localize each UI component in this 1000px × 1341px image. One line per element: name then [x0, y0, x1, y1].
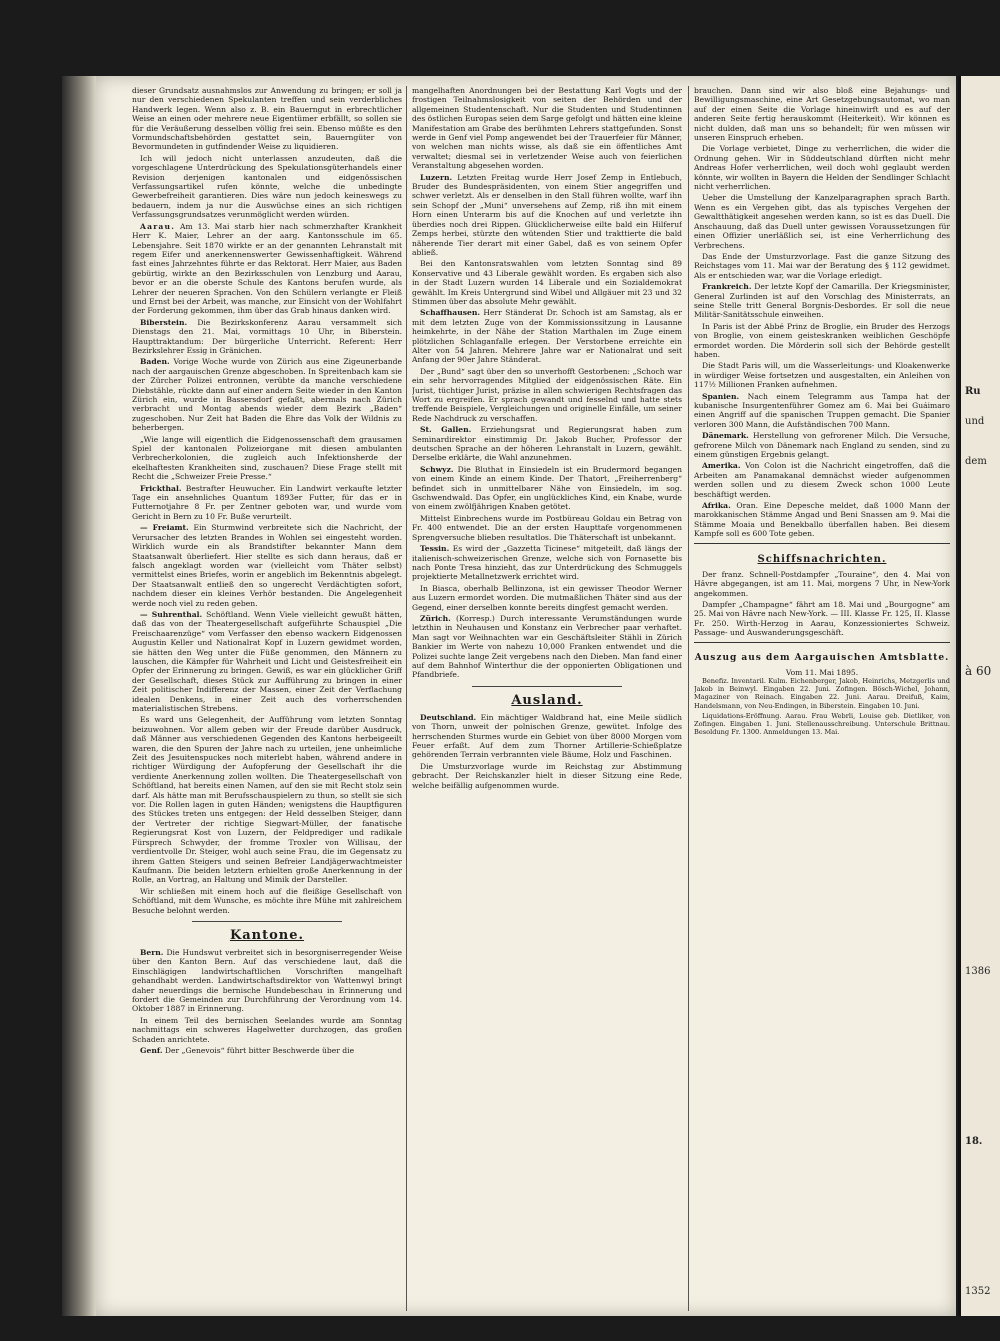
news-item-frickthal — [132, 484, 402, 522]
item-text: Schöftland. Wenn Viele vielleicht gewußt hätten, daß das von der Theatergesellschaft aufgeführte Schauspiel „Die Freischaarenzüge“ vom Verfasser den ebenso wackern Eidgenossen Augustin Keller und Nationalrat Kopf in Luzern gewidmet worden, sie hätten den Weg unter die Füße genommen, den Männern zu lauschen, die Kämpfer für Wahrheit und Licht und Geistesfreiheit ein Opfer der Erinnerung zu bringen. Gewiß, es war ein glücklicher Griff der Gesellschaft, dieses Stück zur Aufführung zu bringen in einer Zeit politischer Indifferenz der Massen, einer Zeit der Verflachung idealen Denkens, in einer Zeit auch des vorherrschenden materialistischen Strebens. — [132, 609, 402, 713]
dateline: Schwyz. — [420, 464, 454, 474]
paragraph: brauchen. Dann sind wir also bloß eine Bejahungs- und Bewilligungsmaschine, eine Art Gesetzgebungsautomat, wo man auf der einen Seite die Vorlage hineinwirft und es auf der anderen Seite fertig herauskommt (Heiterkeit). Wir können es nicht dulden, daß man uns so behandelt; für wen müssen wir unseren Einspruch erheben. — [694, 86, 950, 143]
adjacent-page-edge — [958, 76, 1000, 1316]
column-divider — [406, 86, 407, 1311]
text-fragment: 1386 — [965, 966, 991, 977]
item-text: Es wird der „Gazzetta Ticinese“ mitgeteilt, daß längs der italienisch-schweizerischen Grenze, welche sich von Fornasette bis nach Ponte Tresa hinzieht, das zur Unterdrückung des Schmuggels projektierte Metallnetzwerk errichtet wird. — [412, 544, 682, 582]
item-text: Oran. Eine Depesche meldet, daß 1000 Mann der marokkanischen Stämme Angad und Beni Snassen am 9. Mai die Stämme Moaia und Benekballo überfallen haben. Bei diesem Kampfe soll es 600 Tote geben. — [694, 501, 950, 539]
news-item-freiamt — [132, 523, 402, 608]
dateline: Amerika. — [702, 461, 741, 471]
item-text: Ein mächtiger Waldbrand hat, eine Meile südlich von Thorn, unweit der polnischen Grenze, gewütet. Infolge des herrschenden Sturmes wurde ein Gebiet von über 8000 Morgen vom Feuer erfaßt. Auf dem zum Thorner Artillerie-Schießplatze gehörenden Terrain verbrannten viele Bäume, Holz und Faschinen. — [412, 712, 682, 760]
dateline: Luzern. — [420, 172, 453, 182]
paragraph: In einem Teil des bernischen Seelandes wurde am Sonntag nachmittags ein schweres Hagelwetter durchzogen, das großen Schaden anrichtete. — [132, 1015, 402, 1044]
section-heading-amtsblatt: Auszug aus dem Aargauischen Amtsblatte. — [694, 652, 950, 663]
paragraph: Benefiz. Inventaril. Kulm. Eichenberger, Jakob, Heinrichs, Metzgerlis und Jakob in Beinwyl. Eingaben 22. Juni. Zofingen. Bösch-Wichel, Johann, Magaziner von Reinach. Eingaben 22. Juni. Aarau. Dreifuß, Kaim, Handelsmann, von Neu-Endingen, in Biberstein. Eingaben 10. Juni. — [694, 676, 950, 710]
text-fragment: 1352 — [965, 1286, 991, 1297]
news-item-frankreich — [694, 282, 950, 320]
item-text: Vorige Woche wurde von Zürich aus eine Zigeunerbande nach der aargauischen Grenze abgeschoben. In Spreitenbach kam sie der Zürcher Polizei entronnen, verübte da manche verschiedene Diebstähle, rückte dann auf einer andern Seite wieder in den Kanton Zürich ein, wurde in Bassersdorf gefaßt, abermals nach Zürich verbracht und Montag abends wieder dem Bezirk „Baden“ zugeschoben. Nur Zeit hat Baden die Ehre das Volk der Wildnis zu beherbergen. — [132, 357, 402, 433]
item-text: Der „Genevois“ führt bitter Beschwerde über die — [164, 1046, 355, 1055]
item-text: Bestrafter Heuwucher. Ein Landwirt verkaufte letzter Tage ein ansehnliches Quantum 1893er Futter, für das er in Futternotjahre 8 Fr. per Zentner geboten war, und wurde vom Gericht in Bern zu 10 Fr. Buße verurteilt. — [132, 483, 402, 521]
item-text: Herr Ständerat Dr. Schoch ist am Samstag, als er mit dem letzten Zuge von der Kommissionssitzung in Lausanne heimkehrte, in der Nähe der Station Marthalen im Zuge einem plötzlichen Schlaganfalle erlegen. Der Verstorbene erreichte ein Alter von 54 Jahren. Mehrere Jahre war er Nationalrat und seit Anfang der 90er Jahre Ständerat. — [412, 308, 682, 365]
dateline: — Freiamt. — [140, 523, 189, 533]
dateline: Biberstein. — [140, 317, 188, 327]
amtsblatt-box — [694, 642, 950, 737]
paragraph: Ueber die Umstellung der Kanzelparagraphen sprach Barth. Wenn es ein Vergehen gibt, das als typisches Vergehen der Gewaltthätigkeit angesehen werden kann, so ist es das Duell. Die Anschauung, daß das Duell unter gewissen Voraussetzungen für einen Offizier unerläßlich sei, ist eine Verherrlichung des Verbrechens. — [694, 193, 950, 250]
paragraph: Der franz. Schnell-Postdampfer „Touraine“, den 4. Mai von Hâvre abgegangen, ist am 11. Mai, morgens 7 Uhr, in New-York angekommen. — [694, 569, 950, 598]
item-text: Die Bluthat in Einsiedeln ist ein Brudermord begangen von einem Kinde an einem Kinde. Der Thatort, „Freiherrenberg“ befindet sich in unmittelbarer Nähe von Einsiedeln, im sog. Gschwendwald. Das Opfer, ein unglückliches Kind, ein Knabe, wurde von einem zwölfjährigen Knaben getötet. — [412, 464, 682, 512]
paragraph: Liquidations-Eröffnung. Aarau. Frau Webrli, Louise geb. Dietliker, von Zofingen. Eingaben 1. Juni. Stellenausschreibung. Unterschule Brittnau. Besoldung Fr. 1300. Anmeldungen 13. Mai. — [694, 711, 950, 737]
item-text: Der letzte Kopf der Camarilla. Der Kriegsminister, General Zurlinden ist auf den Vorschlag des Ministerrats, an seine Stelle tritt General Borgnis-Desbordes. Er soll die neue Militär-Sanitätsschule einweihen. — [694, 282, 950, 320]
paragraph: Mittelst Einbrechens wurde im Postbüreau Goldau ein Betrag von Fr. 400 entwendet. Die an der ersten Haupttafe vorgenommenen Sprengversuche blieben resultatlos. Die Thäterschaft ist unbekannt. — [412, 513, 682, 542]
news-item-amerika — [694, 461, 950, 499]
paragraph: dieser Grundsatz ausnahmslos zur Anwendung zu bringen; er soll ja nur den verschiedenen Spekulanten treffen und sein verderbliches Handwerk legen. Wenn also z. B. ein Bauerngut in erbrechtlicher Weise an einen oder mehrere neue Eigentümer erbfällt, so sollen sie für die Veräußerung desselben völlig frei sein. Ebenso müßte es den Vormundschaftsbehörden gestattet sein, Bauerngüter von Bevormundeten in gutfindender Weise zu liquidieren. — [132, 86, 402, 152]
dateline: Afrika. — [702, 501, 731, 511]
news-item-schwyz — [412, 465, 682, 512]
dateline: St. Gallen. — [420, 425, 472, 435]
dateline: Baden. — [140, 357, 170, 367]
news-item-schaffhausen — [412, 308, 682, 364]
item-text: Nach einem Telegramm aus Tampa hat der kubanische Insurgentenführer Gomez am 6. Mai bei Guáimaro einen Angriff auf die spanischen Truppen gemacht. Die Spanier verloren 300 Mann, die Aufständischen 700 Mann. — [694, 391, 950, 429]
text-fragment: 18. — [965, 1136, 983, 1147]
news-item-daenemark — [694, 431, 950, 459]
column-left — [132, 86, 402, 1311]
dateline: Genf. — [140, 1046, 163, 1055]
item-text: Die Bezirkskonferenz Aarau versammelt sich Dienstags den 21. Mai, vormittags 10 Uhr, in Biberstein. Haupttraktandum: Der bürgerliche Unterricht. Referent: Herr Bezirkslehrer Essig in Gränichen. — [132, 317, 402, 355]
amtsblatt-date: Vom 11. Mai 1895. — [785, 667, 859, 677]
paragraph: „Wie lange will eigentlich die Eidgenossenschaft dem grausamen Spiel der kantonalen Polizeiorgane mit diesen ambulanten Verbrecherkolonien, die zugleich auch Infektionsherde der ekelhaftesten Krankheiten sind, zuschauen? Diese Frage stellt mit Recht die „Schweizer Freie Presse.“ — [132, 434, 402, 482]
paragraph: In Paris ist der Abbé Prinz de Broglie, ein Bruder des Herzogs von Broglie, von einem geisteskranken weiblichen Geschöpfe ermordet worden. Die Mörderin soll sich der Behörde gestellt haben. — [694, 321, 950, 359]
column-divider — [688, 86, 689, 1311]
dateline: — Suhrenthal. — [140, 609, 203, 619]
news-item-zurich — [412, 614, 682, 680]
paragraph: Das Ende der Umsturzvorlage. Fast die ganze Sitzung des Reichstages vom 11. Mai war der Beratung des § 112 gewidmet. Als er entschieden war, war die Vorlage erledigt. — [694, 251, 950, 280]
section-heading-schiffsnachrichten: Schiffsnachrichten. — [757, 553, 887, 565]
dateline: Spanien. — [702, 391, 740, 401]
paragraph: Wir schließen mit einem hoch auf die fleißige Gesellschaft von Schöftland, mit dem Wunsche, es möchte ihre Mühe mit zahlreichem Besuche belohnt werden. — [132, 886, 402, 915]
news-item-genf — [132, 1046, 402, 1055]
news-item-aarau — [132, 222, 402, 316]
news-item-afrika — [694, 501, 950, 539]
dateline: Zürich. — [420, 613, 451, 623]
item-text: Erziehungsrat und Regierungsrat haben zum Seminardirektor einstimmig Dr. Jakob Bucher, Professor der deutschen Sprache an der höheren Lehranstalt in Luzern, gewählt. Derselbe erklärte, die Wahl anzunehmen. — [412, 425, 682, 463]
paragraph: Die Stadt Paris will, um die Wasserleitungs- und Kloakenwerke in würdiger Weise fortsetzen und ausgestalten, ein Anleihen von 117½ Millionen Franken aufnehmen. — [694, 361, 950, 390]
news-item-bern — [132, 948, 402, 1014]
dateline: Frickthal. — [140, 483, 182, 493]
divider — [472, 686, 622, 687]
column-middle — [412, 86, 682, 1311]
dateline: Frankreich. — [702, 282, 752, 292]
dateline: Schaffhausen. — [420, 308, 481, 318]
item-text: Die Hundswut verbreitet sich in besorgniserregender Weise über den Kanton Bern. Auf das verschiedene laut, daß die Einschlägigen landwirtschaftlichen Vorschriften mangelhaft gehandhabt werden. Landwirtschaftsdirektor von Wattenwyl bringt daher neuerdings die bernische Hundebeschau in Erinnerung und fordert die Gemeinden zur Durchführung der Verordnung vom 14. Oktober 1887 in Erinnerung. — [132, 947, 402, 1014]
text-fragment: dem — [965, 456, 987, 467]
divider — [192, 921, 342, 922]
dateline: Aarau. — [140, 221, 176, 231]
paragraph: Es ward uns Gelegenheit, der Aufführung vom letzten Sonntag beizuwohnen. Vor allem geben wir der Freude darüber Ausdruck, daß Männer aus verschiedenen Gegenden des Kantons herbeigeeilt waren, die den Spuren der Jahre nach zu urteilen, jene unheimliche Zeit des Jesuitenspuckes noch miterlebt haben, während andere in richtiger Würdigung der Aufopferung der Gesellschaft ihr die verdiente Anerkennung zollen wollten. Die Theatergesellschaft von Schöftland, hat bereits einen Namen, auf den sie mit Recht stolz sein darf. Als hätte man mit Berufsschauspielern zu thun, so stellt sie sich vor. Die Rollen lagen in guten Händen; wenigstens die Hauptfiguren des Stückes treten uns entgegen: der Held desselben Steiger, dann der Vertreter der richtige Siegwart-Müller, der fanatische Regierungsrat Kost von Luzern, der Feldprediger und radikale Fürsprech Schwyder, der fromme Troxler von Willisau, der verdientvolle Dr. Steiger, wohl auch seine Frau, die im Gegensatz zu ihrem Gatten Steigers und seinen Befreier Landjägerwachtmeister Kaufmann. Die beiden letztern erhielten große Anerkennung in der Rolle, an Vortrag, an Haltung und Mimik der Darsteller. — [132, 715, 402, 885]
news-item-deutschland — [412, 713, 682, 760]
section-heading-kantone: Kantone. — [229, 927, 305, 943]
news-item-stgallen — [412, 425, 682, 463]
dateline: Deutschland. — [420, 712, 477, 722]
shipping-news-box — [694, 543, 950, 638]
text-fragment: à 60 — [965, 664, 992, 678]
book-binding-edge — [62, 76, 96, 1316]
dateline: Bern. — [140, 947, 164, 957]
news-item-suhrenthal — [132, 610, 402, 713]
item-text: Letzten Freitag wurde Herr Josef Zemp in Entlebuch, Bruder des Bundespräsidenten, von einem Stier angegriffen und schwer verletzt. Als er denselben in den Stall führen wollte, warf ihn sein Schopf der „Muni“ unversehens auf Zemp, riß ihn mit einem Horn einen Unterarm bis auf die Knochen auf und verletzte ihn überdies noch drei Rippen. Glücklicherweise eilte bald ein Hilferuf Zemps herbei, stürzte den wütenden Stier und trakttierte die bald näherende Tier derart mit einer Gabel, daß es von seinem Opfer abließ. — [412, 172, 682, 257]
news-item-luzern — [412, 173, 682, 258]
news-item-spanien — [694, 392, 950, 430]
paragraph: Bei den Kantonsratswahlen vom letzten Sonntag sind 89 Konservative und 43 Liberale gewählt worden. Es ergaben sich also in der Stadt Luzern wurden 14 Liberale und ein Sozialdemokrat gewählt. Im Kreis Untergrund sind Wibel und Allgäuer mit 23 und 32 Stimmen über das absolute Mehr gewählt. — [412, 259, 682, 306]
news-item-tessin — [412, 544, 682, 582]
item-text: (Korresp.) Durch interessante Verumständungen wurde letzthin in Neuhausen und Konstanz ein Verbrecher paar verhaftet. Man sagt vor Weihnachten war ein Geschäftsleiter Stähli in Zürich Bankier im Werte von nahezu 10,000 Franken entwendet und die Polizei suchte lange Zeit vergebens nach den Dieben. Man fand einer auf dem Bahnhof Winterthur die der opponierten Obligationen und Pfandbriefe. — [412, 613, 682, 680]
paragraph: Dampfer „Champagne“ fährt am 18. Mai und „Bourgogne“ am 25. Mai von Hâvre nach New-York. — III. Klasse Fr. 125, II. Klasse Fr. 250. Wirth-Herzog in Aarau, Konzessioniertes Schweiz. Passage- und Auswanderungsgeschäft. — [694, 599, 950, 638]
news-item-biberstein — [132, 318, 402, 356]
dateline: Dänemark. — [702, 431, 749, 441]
paragraph: Ich will jedoch nicht unterlassen anzudeuten, daß die vorgeschlagene Unterdrückung des Spekulationsgüterhandels einer Revision derjenigen kantonalen und eidgenössischen Verfassungsartikel rufen könnte, welche die unbedingte Gewerbefreiheit garantieren. Dies wäre nun jedoch keineswegs zu bedauern, indem ja nur die Auswüchse eines an sich richtigen Verfassungsgrundsatzes verunmöglicht werden würden. — [132, 153, 402, 220]
paragraph: Die Vorlage verbietet, Dinge zu verherrlichen, die wider die Ordnung gehen. Wir in Süddeutschland dürften nicht mehr Andreas Hofer verherrlichen, weil doch wohl geglaubt werden könnte, wir wollten in Bayern die Helden der Sendlinger Schlacht nicht verherrlichen. — [694, 144, 950, 192]
item-text: Am 13. Mai starb hier nach schmerzhafter Krankheit Herr K. Maier, Lehrer an der aarg. Kantonsschule im 65. Lebensjahre. Seit 1870 wirkte er an der genannten Lehranstalt mit regem Eifer und anerkennenswerter Gewissenhaftigkeit. Während fast eines Jahrzehntes führte er das Rektorat. Herr Maier, aus Baden gebürtig, wirkte an den Bezirksschulen von Lenzburg und Aarau, bevor er an die oberste Schule des Kantons berufen wurde, als Lehrer der neueren Sprachen. Von den Schülern verlangte er Fleiß und Ernst bei der Arbeit, was manche, zur Einsicht von der Wohlfahrt der Forderung gekommen, ihm über das Grab hinaus danken wird. — [132, 221, 402, 316]
item-text: Von Colon ist die Nachricht eingetroffen, daß die Arbeiten am Panamakanal demnächst wieder aufgenommen werden sollen und zu diesem Zweck schon 1000 Leute beschäftigt werden. — [694, 461, 950, 499]
item-text: Ein Sturmwind verbreitete sich die Nachricht, der Verursacher des letzten Brandes in Wohlen sei eingesteht worden. Wirklich wurde ein als Brandstifter bekannter Mann dem Staatsanwalt überliefert. Hier stellte es sich dann heraus, daß er falsch angeklagt worden war (vielleicht vom Thäter selbst) vermittelst eines Briefes, worin er angeblich im Bekenntnis abgelegt. Der Staatsanwalt entließ den so ungerecht Verdächtigten sofort, nachdem dieser ein kleines Verhör bestanden. Die Angelegenheit werde noch viel zu reden geben. — [132, 523, 402, 608]
text-fragment: und — [965, 416, 985, 427]
section-heading-ausland: Ausland. — [511, 692, 583, 708]
newspaper-page — [96, 76, 956, 1316]
paragraph: mangelhaften Anordnungen bei der Bestattung Karl Vogts und der frostigen Teilnahmslosigkeit von seiten der Behörden und der allgemeinen Studentenschaft. Nur die Studenten und Studentinnen des östlichen Europas seien dem Sarge gefolgt und hätten eine kleine Manifestation am Grabe des berühmten Lehrers stattgefunden. Sonst werde in Genf viel Pomp angewendet bei der Trauerfeier für Männer, von welchen man nichts wisse, als daß sie ein öffentliches Amt verwaltet; diesmal sei in verletzender Weise auch von feierlichen Veranstaltung abgesehen worden. — [412, 86, 682, 171]
text-fragment: Ru — [965, 386, 981, 397]
item-text: Herstellung von gefrorener Milch. Die Versuche, gefrorene Milch von Dänemark nach England zu senden, sind zu einem günstigen Ergebnis gelangt. — [694, 431, 950, 460]
paragraph: In Biasca, oberhalb Bellinzona, ist ein gewisser Theodor Werner aus Luzern ermordet worden. Die mutmaßlichen Thäter sind aus der Gegend, einer derselben konnte bereits dingfest gemacht werden. — [412, 583, 682, 612]
paragraph: Die Umsturzvorlage wurde im Reichstag zur Abstimmung gebracht. Der Reichskanzler hielt in dieser Sitzung eine Rede, welche beifällig aufgenommen wurde. — [412, 761, 682, 790]
dateline: Tessin. — [420, 544, 450, 554]
news-item-baden — [132, 357, 402, 432]
column-right — [694, 86, 950, 1311]
paragraph: Der „Bund“ sagt über den so unverhofft Gestorbenen: „Schoch war ein sehr hervorragendes Mitglied der eidgenössischen Räte. Ein Jurist, tüchtiger Jurist, präzise in allen schwierigen Rechtsfragen das Wort zu ergreifen. Er sprach gewandt und fesselnd und hatte stets treffende Beispiele, Vergleichungen und originelle Einfälle, um seiner Rede Nachdruck zu verschaffen. — [412, 366, 682, 423]
